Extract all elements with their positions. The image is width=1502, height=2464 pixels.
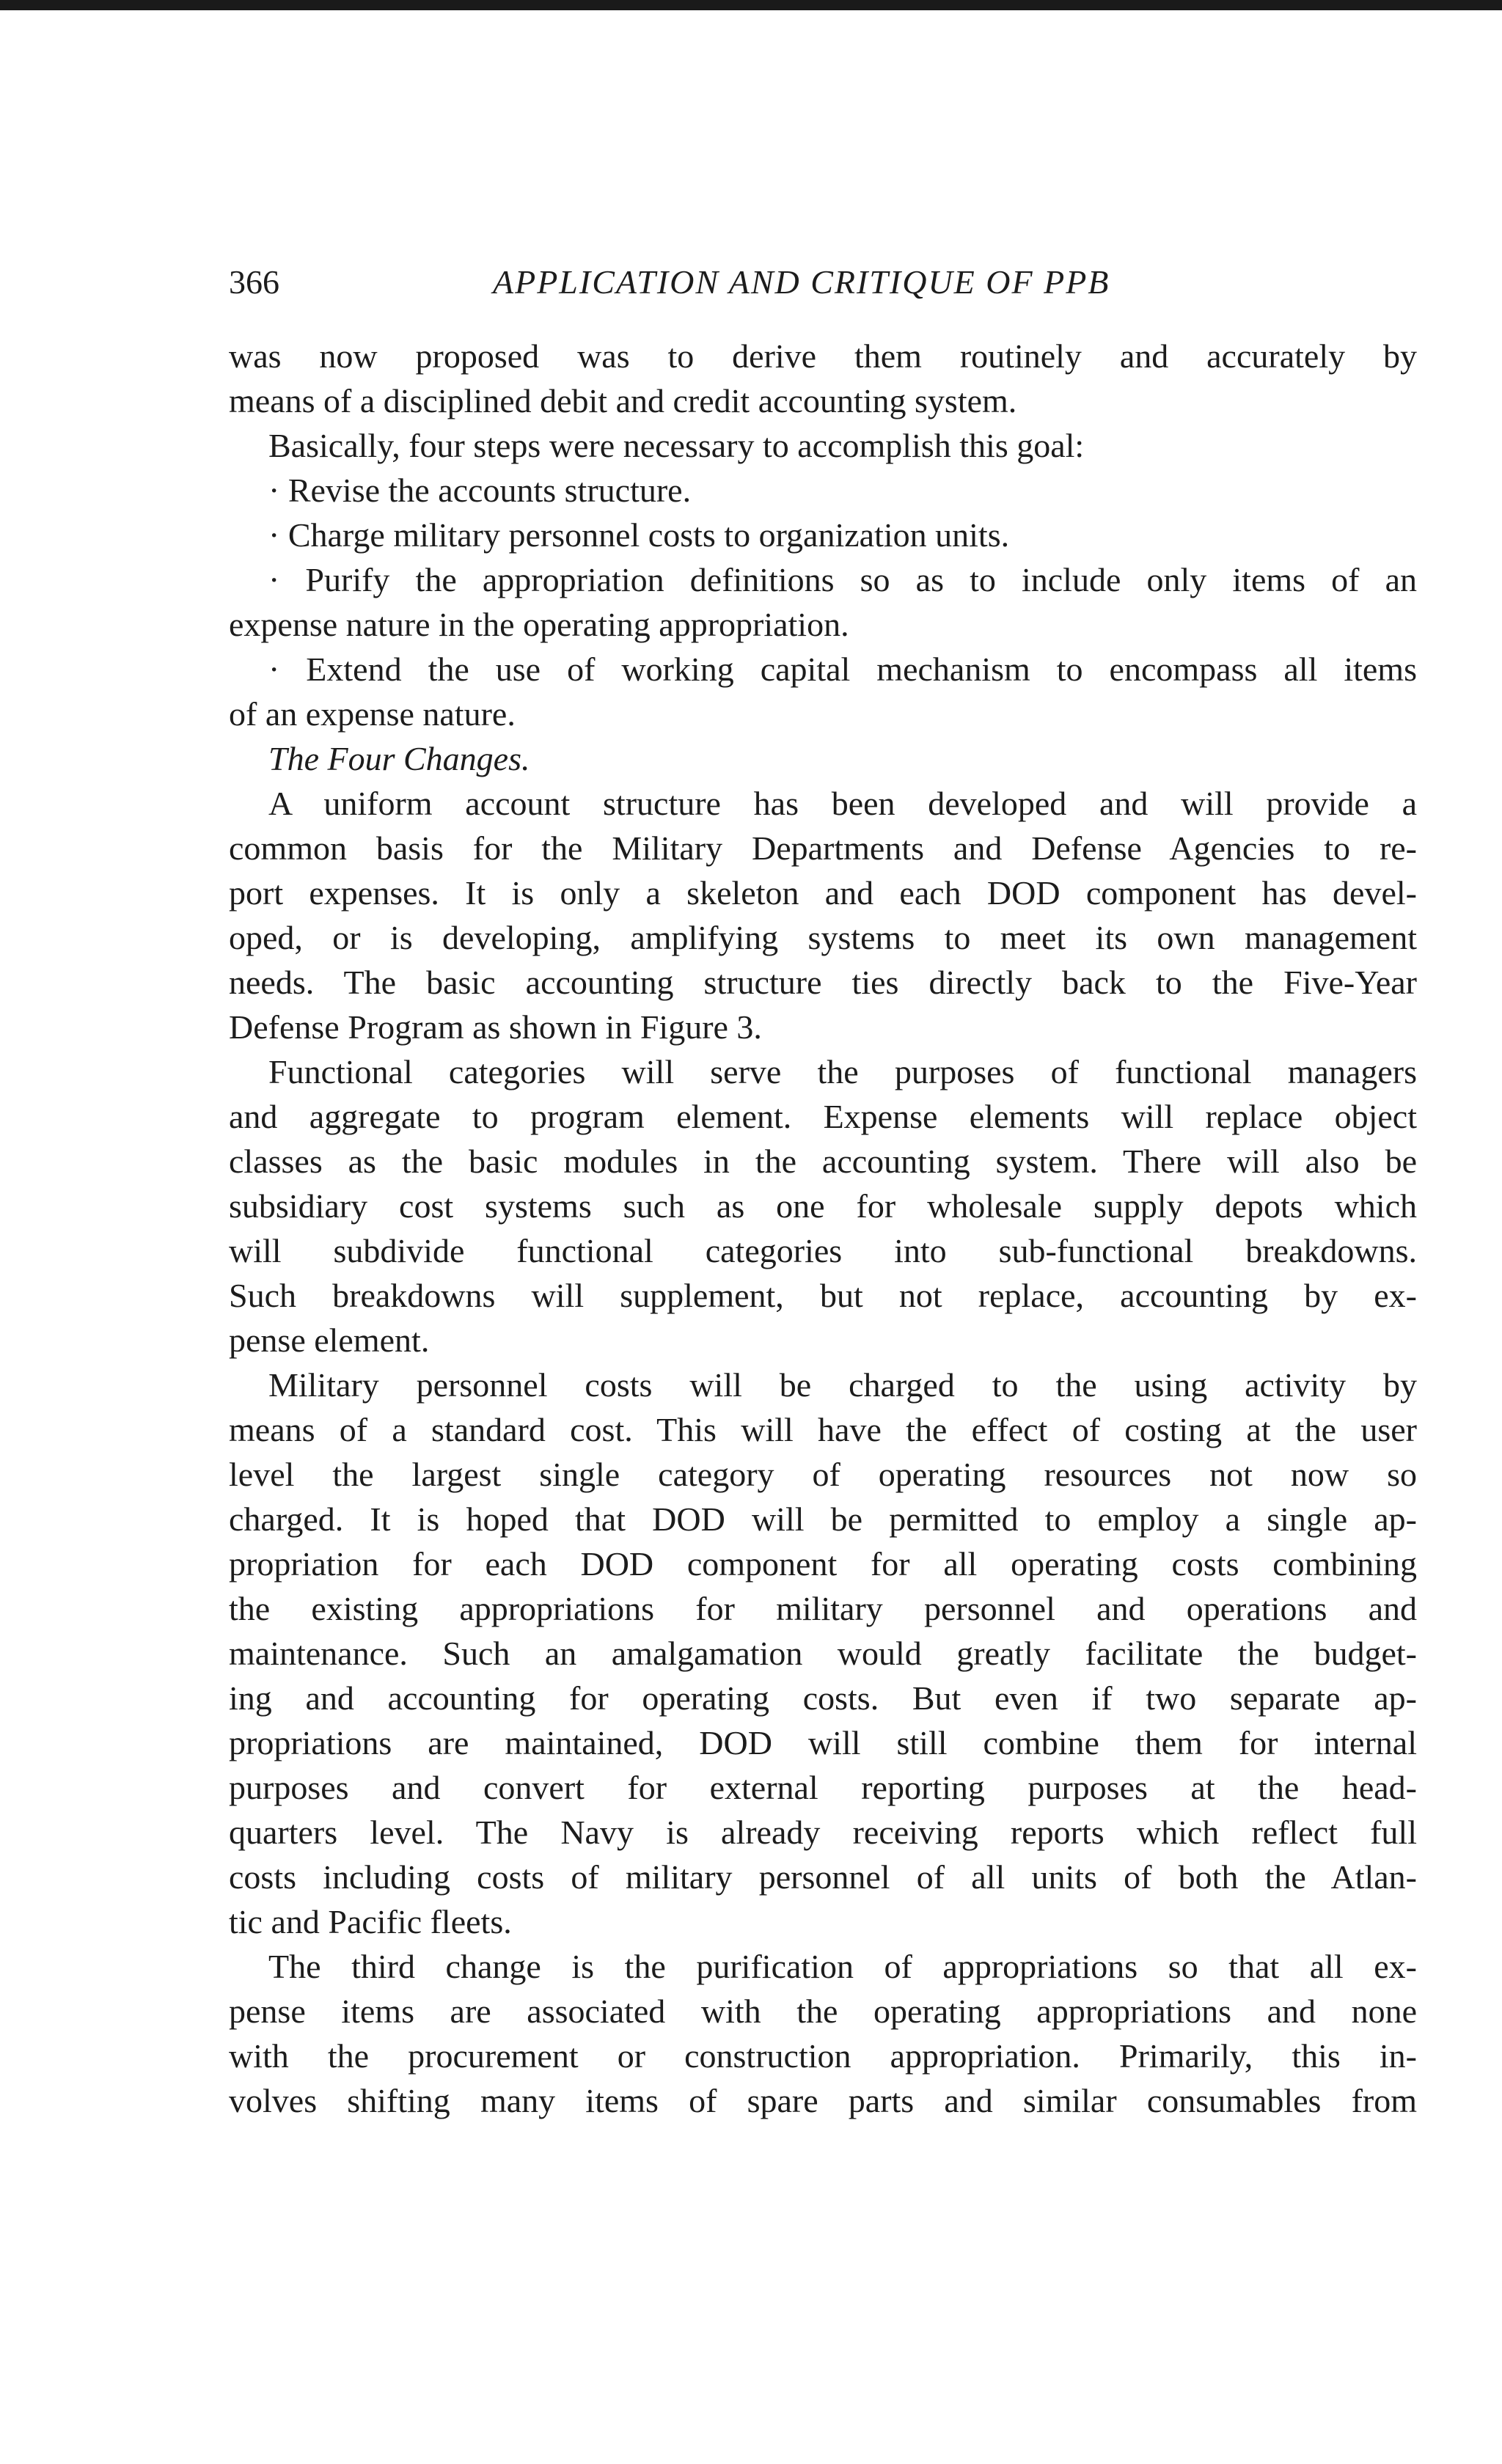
text-line: Functional categories will serve the purposes of functional managers — [268, 1053, 1417, 1090]
running-head: APPLICATION AND CRITIQUE OF PPB — [493, 263, 1110, 301]
text-line: with the procurement or construction appropriation. Primarily, this in- — [229, 2037, 1417, 2075]
text-line: Defense Program as shown in Figure 3. — [229, 1008, 762, 1046]
text-line: and aggregate to program element. Expense elements will replace object — [229, 1098, 1417, 1135]
text-line: was now proposed was to derive them routinely and accurately by — [229, 337, 1417, 375]
text-line: charged. It is hoped that DOD will be permitted to employ a single ap- — [229, 1500, 1417, 1538]
text-line: oped, or is developing, amplifying systems to meet its own management — [229, 919, 1417, 956]
text-line: the existing appropriations for military personnel and operations and — [229, 1590, 1417, 1627]
text-line: will subdivide functional categories into sub-functional breakdowns. — [229, 1232, 1417, 1269]
text-line: purposes and convert for external reporting purposes at the head- — [229, 1769, 1417, 1806]
text-line: propriation for each DOD component for all operating costs combining — [229, 1545, 1417, 1583]
text-line: port expenses. It is only a skeleton and each DOD component has devel- — [229, 874, 1417, 912]
text-line: · Revise the accounts structure. — [268, 472, 692, 509]
text-line: Such breakdowns will supplement, but not replace, accounting by ex- — [229, 1277, 1417, 1314]
section-heading: The Four Changes. — [268, 740, 530, 777]
text-line: common basis for the Military Departments and Defense Agencies to re- — [229, 829, 1417, 867]
top-edge-rule — [0, 0, 1502, 10]
text-line: level the largest single category of operating resources not now so — [229, 1456, 1417, 1493]
text-line: · Charge military personnel costs to organization units. — [268, 516, 1010, 554]
text-line: costs including costs of military personnel of all units of both the Atlan- — [229, 1858, 1417, 1896]
text-line: classes as the basic modules in the accounting system. There will also be — [229, 1143, 1417, 1180]
page-number: 366 — [229, 263, 279, 301]
text-line: propriations are maintained, DOD will still combine them for internal — [229, 1724, 1417, 1761]
text-line: means of a standard cost. This will have the effect of costing at the user — [229, 1411, 1417, 1448]
text-line: quarters level. The Navy is already receiving reports which reflect full — [229, 1814, 1417, 1851]
text-line: Military personnel costs will be charged to the using activity by — [268, 1366, 1417, 1404]
text-line: means of a disciplined debit and credit accounting system. — [229, 382, 1017, 419]
text-line: · Extend the use of working capital mechanism to encompass all items — [268, 650, 1417, 688]
page-header — [229, 253, 1417, 312]
text-line: pense element. — [229, 1321, 430, 1359]
text-line: of an expense nature. — [229, 695, 516, 733]
text-line: Basically, four steps were necessary to accomplish this goal: — [268, 427, 1085, 464]
text-line: subsidiary cost systems such as one for wholesale supply depots which — [229, 1187, 1417, 1225]
text-line: The third change is the purification of appropriations so that all ex- — [268, 1948, 1417, 1985]
text-line: · Purify the appropriation definitions so as to include only items of an — [268, 561, 1417, 598]
text-line: tic and Pacific fleets. — [229, 1903, 512, 1940]
text-line: maintenance. Such an amalgamation would greatly facilitate the budget- — [229, 1635, 1417, 1672]
text-line: pense items are associated with the operating appropriations and none — [229, 1992, 1417, 2030]
text-line: needs. The basic accounting structure ties directly back to the Five-Year — [229, 964, 1417, 1001]
text-line: ing and accounting for operating costs. But even if two separate ap- — [229, 1679, 1417, 1717]
text-line: A uniform account structure has been developed and will provide a — [268, 785, 1417, 822]
text-line: expense nature in the operating appropriation. — [229, 606, 849, 643]
text-line: volves shifting many items of spare parts and similar consumables from — [229, 2082, 1417, 2119]
body-text — [229, 334, 1417, 2240]
